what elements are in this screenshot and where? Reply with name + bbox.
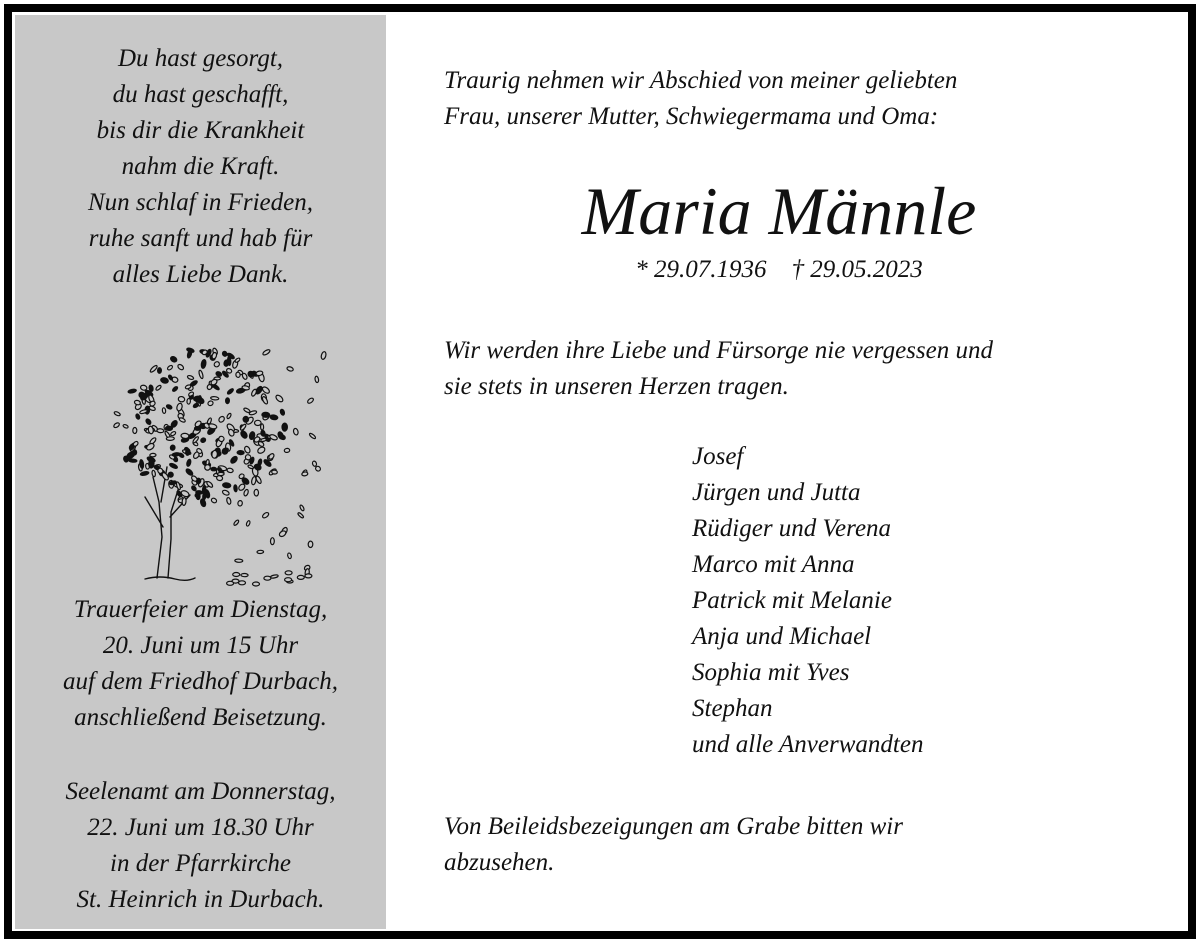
mourner-name: Rüdiger und Verena — [692, 515, 892, 542]
intro-line: Frau, unserer Mutter, Schwiegermama und Oma: — [444, 103, 939, 130]
condolence-note — [444, 809, 903, 881]
intro-line: Traurig nehmen wir Abschied von meiner geliebten — [444, 67, 958, 94]
poem — [15, 41, 386, 293]
tree-with-falling-leaves-icon — [105, 327, 335, 597]
mass-line: St. Heinrich in Durbach. — [76, 886, 325, 913]
service-line: 20. Juni um 15 Uhr — [102, 632, 299, 659]
birth-date: * 29.07.1936 — [635, 256, 767, 283]
poem-line: bis dir die Krankheit — [96, 117, 305, 144]
statement-line: Wir werden ihre Liebe und Fürsorge nie vergessen und — [444, 337, 993, 364]
poem-line: alles Liebe Dank. — [112, 261, 289, 288]
poem-line: du hast geschafft, — [112, 81, 289, 108]
sidebar — [15, 15, 386, 929]
mourner-name: Sophia mit Yves — [692, 659, 850, 686]
mourners-list — [692, 439, 923, 763]
mass-line: Seelenamt am Donnerstag, — [65, 778, 336, 805]
mourner-name: Stephan — [692, 695, 773, 722]
life-dates — [386, 252, 1172, 288]
condolence-line: abzusehen. — [444, 849, 555, 876]
mass-line: 22. Juni um 18.30 Uhr — [87, 814, 314, 841]
mourner-name: Anja und Michael — [692, 623, 872, 650]
condolence-line: Von Beileidsbezeigungen am Grabe bitten wir — [444, 813, 903, 840]
service-line: Trauerfeier am Dienstag, — [73, 596, 328, 623]
mourner-name: Patrick mit Melanie — [692, 587, 892, 614]
mass-line: in der Pfarrkirche — [110, 850, 291, 877]
poem-line: nahm die Kraft. — [121, 153, 280, 180]
poem-line: Nun schlaf in Frieden, — [88, 189, 313, 216]
mourner-name: und alle Anverwandten — [692, 731, 924, 758]
requiem-mass-info — [15, 774, 386, 918]
deceased-name: Maria Männle — [581, 173, 977, 249]
mourner-name: Josef — [692, 443, 744, 470]
mourner-name: Marco mit Anna — [692, 551, 855, 578]
intro-text — [444, 63, 957, 135]
remembrance-statement — [444, 333, 993, 405]
service-line: anschließend Beisetzung. — [74, 704, 327, 731]
mourner-name: Jürgen und Jutta — [692, 479, 861, 506]
poem-line: ruhe sanft und hab für — [88, 225, 313, 252]
statement-line: sie stets in unseren Herzen tragen. — [444, 373, 789, 400]
funeral-service-info — [15, 592, 386, 736]
poem-line: Du hast gesorgt, — [117, 45, 284, 72]
death-date: † 29.05.2023 — [791, 256, 923, 283]
service-line: auf dem Friedhof Durbach, — [63, 668, 338, 695]
